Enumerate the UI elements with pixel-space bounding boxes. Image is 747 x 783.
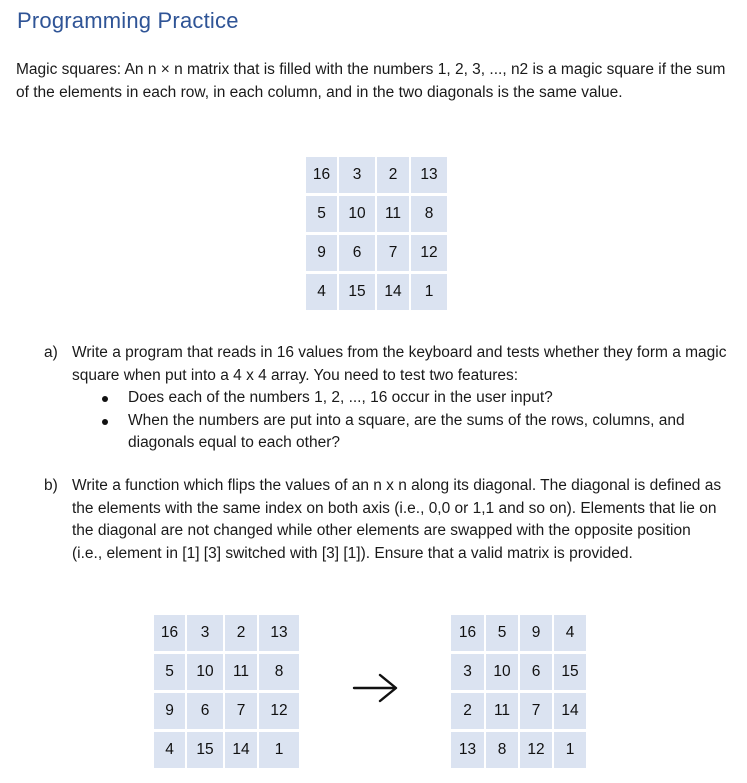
matrix-cell: 4 [306,274,337,310]
magic-square-table [306,157,447,310]
matrix-cell: 10 [486,654,518,690]
matrix-cell: 15 [187,732,223,768]
matrix-cell: 5 [154,654,185,690]
matrix-cell: 4 [554,615,586,651]
bullet-dot-icon [102,396,108,402]
matrix-cell: 5 [486,615,518,651]
page-title: Programming Practice [17,8,239,33]
matrix-cell: 16 [306,157,337,193]
matrix-cell: 9 [306,235,337,271]
matrix-cell: 8 [411,196,447,232]
matrix-cell: 3 [187,615,223,651]
matrix-cell: 13 [451,732,484,768]
matrix-cell: 2 [451,693,484,729]
matrix-cell: 3 [451,654,484,690]
matrix-cell: 6 [520,654,552,690]
matrix-cell: 13 [411,157,447,193]
matrix-cell: 12 [411,235,447,271]
bullet-dot-icon [102,419,108,425]
matrix-cell: 11 [225,654,257,690]
bullet-item [100,410,739,455]
matrix-cell: 2 [225,615,257,651]
bullet-item [100,387,739,410]
matrix-cell: 9 [520,615,552,651]
matrix-cell: 8 [486,732,518,768]
matrix-cell: 7 [225,693,257,729]
matrix-cell: 16 [154,615,185,651]
matrix-cell: 16 [451,615,484,651]
matrix-cell: 8 [259,654,299,690]
matrix-cell: 4 [154,732,185,768]
matrix-cell: 14 [554,693,586,729]
bullet-text: When the numbers are put into a square, are the sums of the rows, columns, and diagonals equal to each other? [128,411,685,451]
matrix-cell: 10 [339,196,375,232]
matrix-cell: 1 [554,732,586,768]
matrix-cell: 14 [377,274,409,310]
task-b-marker: b) [44,477,58,494]
matrix-cell: 2 [377,157,409,193]
matrix-cell: 11 [377,196,409,232]
flipped-matrix-table [451,615,586,768]
matrix-cell: 1 [259,732,299,768]
intro-paragraph: Magic squares: An n × n matrix that is filled with the numbers 1, 2, 3, ..., n2 is a magic square if the sum of the elements in each row, in each column, and in the two diagonals is the same value. [16,61,726,101]
matrix-cell: 7 [377,235,409,271]
task-a-text: Write a program that reads in 16 values from the keyboard and tests whether they form a magic square when put into a 4 x 4 array. You need to test two features: [72,344,727,384]
matrix-cell: 1 [411,274,447,310]
task-a [44,342,739,455]
matrix-cell: 5 [306,196,337,232]
matrix-cell: 15 [339,274,375,310]
bullet-text: Does each of the numbers 1, 2, ..., 16 occur in the user input? [128,389,553,406]
matrix-cell: 12 [520,732,552,768]
task-b-text: Write a function which flips the values of an n x n along its diagonal. The diagonal is defined as the elements with the same index on both axis (i.e., 0,0 or 1,1 and so on). Elements that lie on the diagonal are not changed while other elements are swapped with the opposite position (i.e., element in [1] [3] switched with [3] [1]). Ensure that a valid matrix is provided. [72,477,722,562]
matrix-cell: 10 [187,654,223,690]
task-a-bullets [100,387,739,455]
matrix-cell: 7 [520,693,552,729]
right-arrow-icon [350,668,402,708]
original-matrix-table [154,615,299,768]
task-a-marker: a) [44,344,58,361]
matrix-cell: 3 [339,157,375,193]
matrix-cell: 6 [339,235,375,271]
matrix-cell: 11 [486,693,518,729]
matrix-cell: 14 [225,732,257,768]
matrix-cell: 6 [187,693,223,729]
matrix-cell: 15 [554,654,586,690]
matrix-cell: 9 [154,693,185,729]
matrix-cell: 13 [259,615,299,651]
matrix-cell: 12 [259,693,299,729]
task-b [44,475,724,565]
